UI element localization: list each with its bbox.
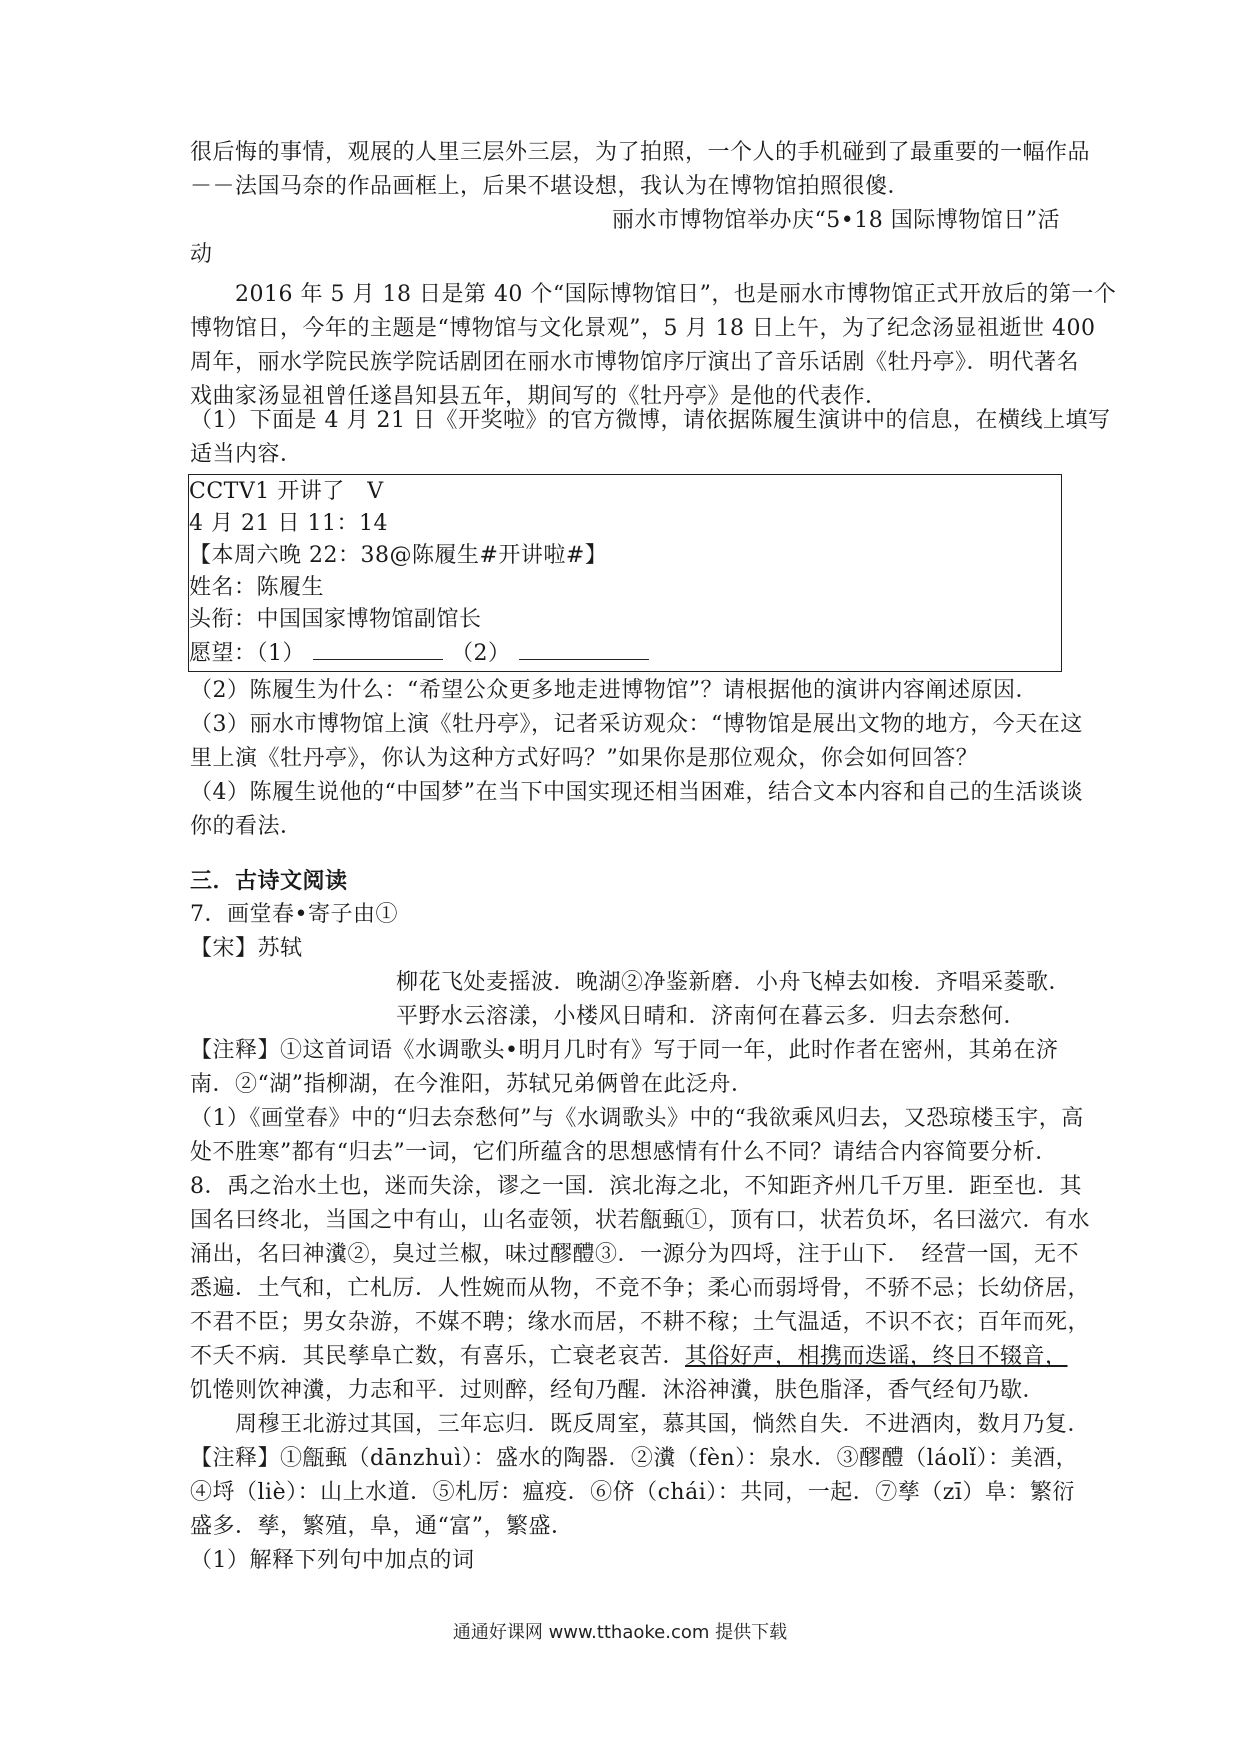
question-line: 处不胜寒”都有“归去”一词，它们所蕴含的思想感情有什么不同？请结合内容简要分析． xyxy=(190,1140,1058,1165)
note-line: 南．②“湖”指柳湖，在今淮阳，苏轼兄弟俩曾在此泛舟． xyxy=(190,1072,754,1097)
page-footer: 通通好课网 www.tthaoke.com 提供下载 xyxy=(452,1622,788,1643)
question-line: 你的看法． xyxy=(190,814,303,839)
question-line: （4）陈履生说他的“中国梦”在当下中国实现还相当困难，结合文本内容和自己的生活谈谈 xyxy=(190,780,1083,805)
weibo-box xyxy=(188,474,1062,672)
passage-line: 悉遍．土气和，亡札厉．人性婉而从物，不竞不争；柔心而弱埒骨，不骄不忌；长幼侪居， xyxy=(190,1276,1091,1301)
note-line: 【注释】①这首词语《水调歌头•明月几时有》写于同一年，此时作者在密州，其弟在济 xyxy=(190,1038,1059,1063)
text-line: 博物馆日，今年的主题是“博物馆与文化景观”，5 月 18 日上午，为了纪念汤显祖逝世 400 xyxy=(190,316,1096,341)
passage-text: 不夭不病．其民孳阜亡数，有喜乐，亡衰老哀苦． xyxy=(190,1344,686,1369)
wish-label-2: （2） xyxy=(451,641,511,666)
question-line: （1）下面是 4 月 21 日《开奖啦》的官方微博，请依据陈履生演讲中的信息，在横线上填写 xyxy=(190,408,1111,433)
question-line: （2）陈履生为什么：“希望公众更多地走进博物馆”？请根据他的演讲内容阐述原因． xyxy=(190,678,1038,703)
section-heading: 三．古诗文阅读 xyxy=(190,868,348,894)
answer-blank-1[interactable] xyxy=(313,635,443,660)
passage-line: 涌出，名曰神瀵②，臭过兰椒，味过醪醴③．一源分为四埒，注于山下． 经营一国，无不 xyxy=(190,1242,1080,1267)
section-headline-cont: 动 xyxy=(190,242,213,267)
underlined-sentence: 其俗好声，相携而迭谣，终日不辍音， xyxy=(685,1344,1068,1369)
passage-line: 8．禹之治水土也，迷而失涂，谬之一国．滨北海之北，不知距齐州几千万里．距至也．其 xyxy=(190,1174,1083,1199)
weibo-line: CCTV1 开讲了 V xyxy=(189,479,384,504)
weibo-line: 4 月 21 日 11：14 xyxy=(189,511,388,536)
weibo-wish-line xyxy=(189,635,1059,671)
text-line: 很后悔的事情，观展的人里三层外三层，为了拍照，一个人的手机碰到了最重要的一幅作品 xyxy=(190,140,1091,165)
question-line: （1）解释下列句中加点的词 xyxy=(190,1548,475,1573)
question-line: （1）《画堂春》中的“归去奈愁何”与《水调歌头》中的“我欲乘风归去，又恐琼楼玉宇，高 xyxy=(190,1106,1084,1131)
passage-line xyxy=(190,1340,1068,1374)
passage-line: 不君不臣；男女杂游，不媒不聘；缘水而居，不耕不稼；土气温适，不识不衣；百年而死， xyxy=(190,1310,1091,1335)
question-line: 适当内容． xyxy=(190,442,303,467)
poem-author: 【宋】苏轼 xyxy=(190,936,303,961)
poem-line: 柳花飞处麦摇波．晚湖②净鉴新磨．小舟飞棹去如梭．齐唱采菱歌． xyxy=(396,970,1072,995)
wish-label: 愿望：（1） xyxy=(189,641,305,666)
note-line: ④埒（liè）：山上水道．⑤札厉：瘟疫．⑥侪（chái）：共同，一起．⑦孳（zī）阜：繁衍 xyxy=(190,1480,1075,1505)
passage-line: 国名曰终北，当国之中有山，山名壶领，状若甔甀①，顶有口，状若负坏，名曰滋穴．有水 xyxy=(190,1208,1091,1233)
text-line: 周年，丽水学院民族学院话剧团在丽水市博物馆序厅演出了音乐话剧《牡丹亭》．明代著名 xyxy=(190,350,1080,375)
passage-line: 饥惓则饮神瀵，力志和平．过则醉，经旬乃醒．沐浴神瀵，肤色脂泽，香气经旬乃歇． xyxy=(190,1378,1046,1403)
weibo-line: 姓名：陈履生 xyxy=(189,575,325,600)
text-line: 戏曲家汤显祖曾任遂昌知县五年，期间写的《牡丹亭》是他的代表作． xyxy=(190,384,888,409)
note-line: 盛多．孳，繁殖，阜，通“富”，繁盛． xyxy=(190,1514,574,1539)
text-line: －－法国马奈的作品画框上，后果不堪设想，我认为在博物馆拍照很傻． xyxy=(190,174,911,199)
weibo-line: 头衔：中国国家博物馆副馆长 xyxy=(189,607,482,632)
question-line: 里上演《牡丹亭》，你认为这种方式好吗？”如果你是那位观众，你会如何回答？ xyxy=(190,746,979,771)
weibo-line: 【本周六晚 22：38@陈履生#开讲啦#】 xyxy=(189,543,608,568)
section-headline: 丽水市博物馆举办庆“5•18 国际博物馆日”活 xyxy=(612,208,1060,233)
passage-line: 周穆王北游过其国，三年忘归．既反周室，慕其国，惝然自失．不进酒肉，数月乃复． xyxy=(190,1412,1091,1437)
note-line: 【注释】①甔甀（dānzhuì）：盛水的陶器．②瀵（fèn）：泉水．③醪醴（láolǐ）：美酒， xyxy=(190,1446,1079,1471)
poem-line: 平野水云溶漾，小楼风日晴和．济南何在暮云多．归去奈愁何． xyxy=(396,1004,1027,1029)
text-line: 2016 年 5 月 18 日是第 40 个“国际博物馆日”，也是丽水市博物馆正式开放后的第一个 xyxy=(190,282,1117,307)
answer-blank-2[interactable] xyxy=(519,635,649,660)
question-line: （3）丽水市博物馆上演《牡丹亭》，记者采访观众：“博物馆是展出文物的地方，今天在这 xyxy=(190,712,1083,737)
poem-title: 7．画堂春•寄子由① xyxy=(190,902,398,927)
